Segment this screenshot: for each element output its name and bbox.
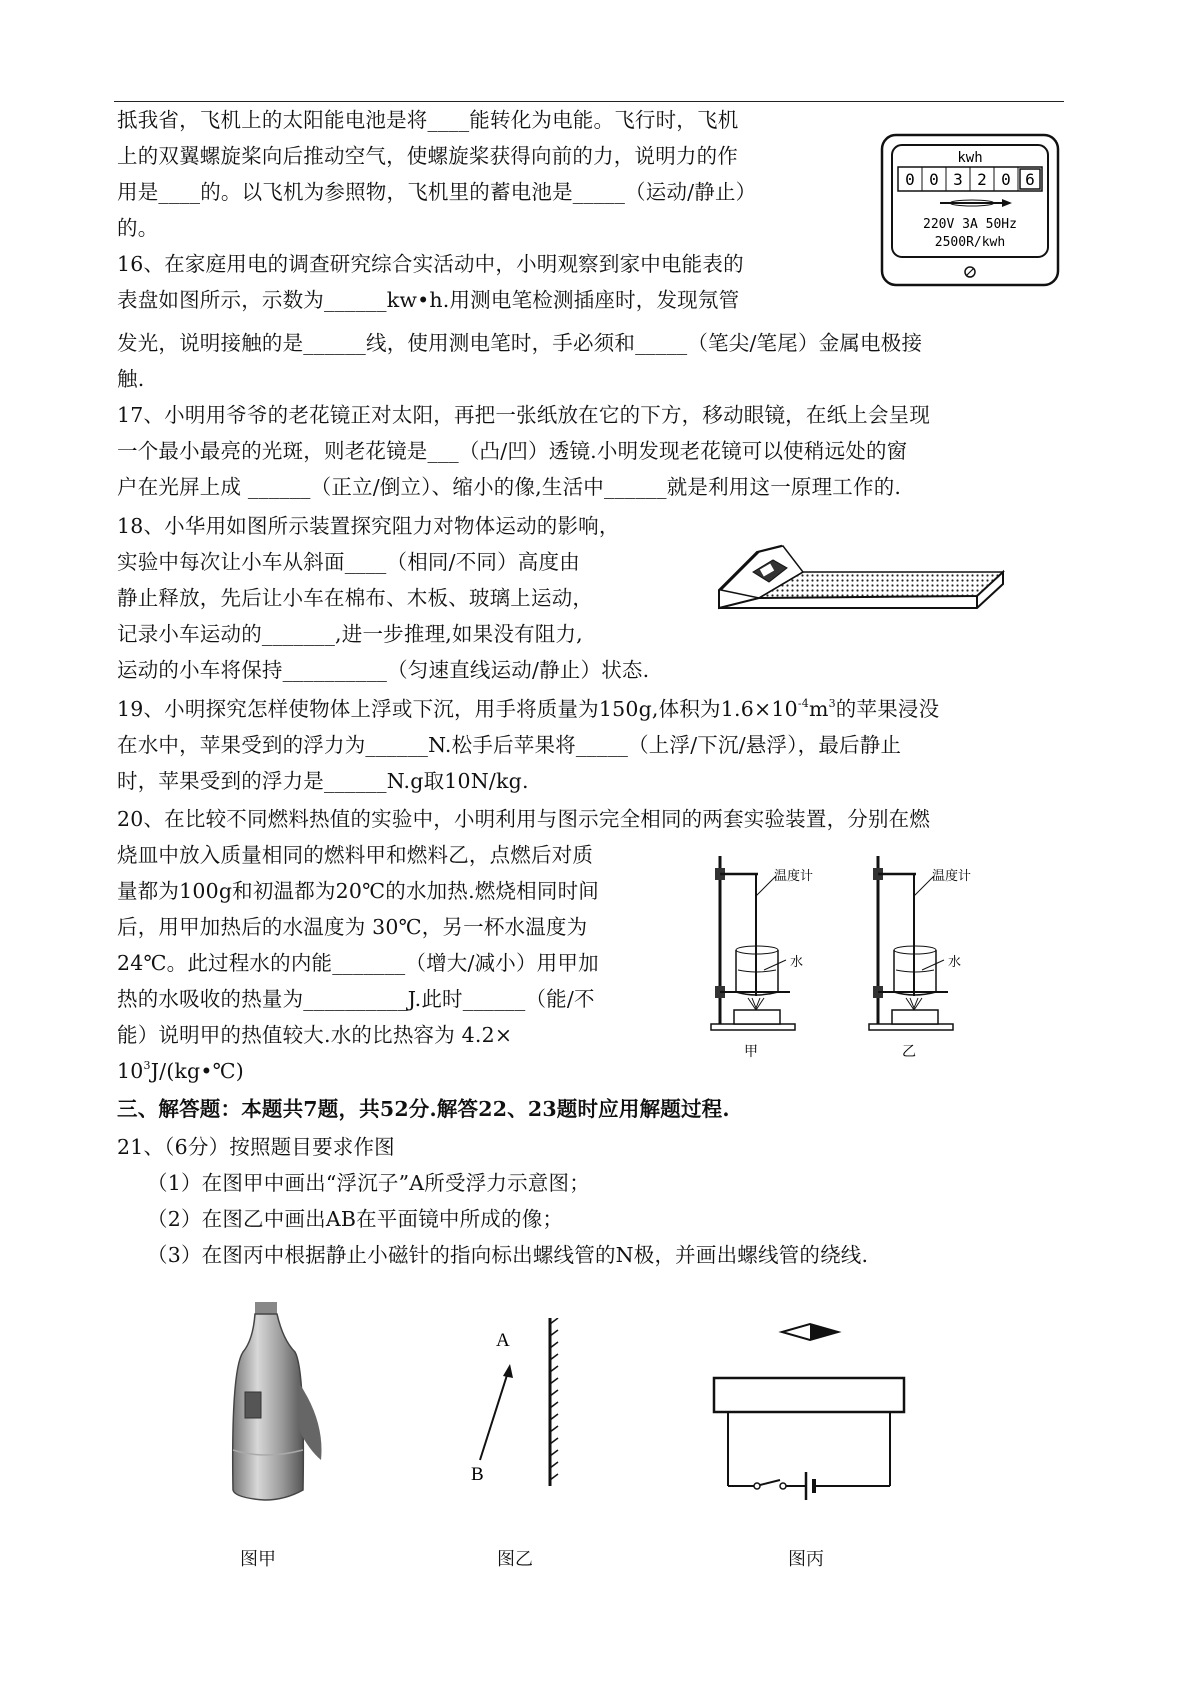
- figure-caption: 图丙: [788, 1549, 824, 1570]
- text-line: 量都为100g和初温都为20℃的水加热.燃烧相同时间: [117, 879, 599, 903]
- section-heading: 三、解答题：本题共7题，共52分.解答22、23题时应用解题过程.: [117, 1097, 730, 1121]
- text-line: 发光，说明接触的是______线，使用测电笔时，手必须和_____（笔尖/笔尾）金属电极接: [117, 331, 923, 355]
- text-line: 用是____的。以飞机为参照物，飞机里的蓄电池是_____（运动/静止）: [117, 180, 757, 204]
- question-17: 17、小明用爷爷的老花镜正对太阳，再把一张纸放在它的下方，移动眼镜，在纸上会呈现: [117, 403, 931, 427]
- switch-icon: [754, 1483, 760, 1489]
- q20-exp: 3: [143, 1059, 151, 1072]
- text-line: 烧皿中放入质量相同的燃料甲和燃料乙，点燃后对质: [117, 843, 594, 867]
- text-line: 抵我省，飞机上的太阳能电池是将____能转化为电能。飞行时，飞机: [117, 108, 739, 132]
- text-line: 能）说明甲的热值较大.水的比热容为 4.2×: [117, 1023, 513, 1047]
- text-line: 后，用甲加热后的水温度为 30℃，另一杯水温度为: [117, 915, 588, 939]
- text-line: 时，苹果受到的浮力是______N.g取10N/kg.: [117, 769, 529, 793]
- meter-unit: kwh: [957, 150, 983, 166]
- figure-caption: 图乙: [497, 1549, 533, 1570]
- question-16: 16、在家庭用电的调查研究综合实活动中，小明观察到家中电能表的: [117, 252, 744, 276]
- apparatus-label: 乙: [902, 1044, 916, 1060]
- q19-exp1: -4: [797, 697, 809, 710]
- meter-digit: 0: [929, 170, 939, 189]
- apparatus-jia: [711, 856, 813, 1060]
- question-21: 21、（6分）按照题目要求作图: [117, 1135, 395, 1159]
- text-line: 触.: [117, 367, 145, 391]
- text-line: 表盘如图所示，示数为______kw•h.用测电笔检测插座时，发现氖管: [117, 288, 740, 312]
- text-line: 一个最小最亮的光斑，则老花镜是___（凸/凹）透镜.小明发现老花镜可以使稍远处的窗: [117, 439, 908, 463]
- question-18: 18、小华用如图所示装置探究阻力对物体运动的影响，: [117, 514, 620, 538]
- q19-mid: m: [808, 697, 829, 721]
- bottle-figure: [225, 1300, 325, 1504]
- incline-ramp-figure: [715, 538, 1005, 614]
- heating-apparatus-figure: [706, 846, 1024, 1068]
- arrow-ab: [480, 1372, 508, 1460]
- text-line: 24℃。此过程水的内能_______（增大/减小）用甲加: [117, 951, 599, 975]
- text-line: [117, 1058, 244, 1084]
- text-line: 静止释放，先后让小车在棉布、木板、玻璃上运动，: [117, 586, 594, 610]
- meter-digit: 2: [977, 170, 987, 189]
- thermometer-label: 温度计: [774, 869, 814, 884]
- point-a-label: A: [496, 1330, 510, 1351]
- figure-caption: 图甲: [240, 1549, 276, 1570]
- q21-item: （1）在图甲中画出“浮沉子”A所受浮力示意图；: [147, 1171, 590, 1195]
- point-b-label: B: [471, 1464, 484, 1485]
- question-20: 20、在比较不同燃料热值的实验中，小明利用与图示完全相同的两套实验装置，分别在燃: [117, 807, 931, 831]
- q19-before: 19、小明探究怎样使物体上浮或下沉，用手将质量为150g,体积为1.6×10: [117, 697, 798, 721]
- meter-digit: 0: [1001, 170, 1011, 189]
- diver-a-icon: [245, 1392, 261, 1418]
- plane-mirror: [550, 1318, 558, 1486]
- q19-after: 的苹果浸没: [835, 697, 940, 721]
- q20-rest: J/(kg•℃): [150, 1059, 244, 1083]
- meter-spec: 220V 3A 50Hz: [923, 217, 1017, 232]
- q19-exp2: 3: [828, 697, 836, 710]
- electric-meter-figure: [880, 133, 1060, 287]
- text-line: 热的水吸收的热量为__________J.此时______（能/不: [117, 987, 595, 1011]
- meter-digit: 6: [1025, 170, 1035, 189]
- water-label: 水: [948, 955, 962, 970]
- text-line: 上的双翼螺旋桨向后推动空气，使螺旋桨获得向前的力，说明力的作: [117, 144, 738, 168]
- q21-item: （2）在图乙中画出AB在平面镜中所成的像；: [147, 1207, 564, 1231]
- text-line: 记录小车运动的_______,进一步推理,如果没有阻力,: [117, 622, 583, 646]
- apparatus-yi: [869, 856, 971, 1060]
- text-line: 户在光屏上成 ______（正立/倒立）、缩小的像,生活中______就是利用这一原理工作的.: [117, 475, 902, 499]
- thermometer-label: 温度计: [932, 869, 972, 884]
- meter-digit: 3: [953, 170, 963, 189]
- text-line: 在水中，苹果受到的浮力为______N.松手后苹果将_____（上浮/下沉/悬浮），最后静止: [117, 733, 902, 757]
- text-line: 运动的小车将保持__________（匀速直线运动/静止）状态.: [117, 658, 650, 682]
- solenoid-core: [714, 1378, 904, 1412]
- meter-spec: 2500R/kwh: [934, 235, 1006, 250]
- q21-item: （3）在图丙中根据静止小磁针的指向标出螺线管的N极，并画出螺线管的绕线.: [147, 1243, 869, 1267]
- text-line: 实验中每次让小车从斜面____（相同/不同）高度由: [117, 550, 580, 574]
- meter-digit: 0: [905, 170, 915, 189]
- solenoid-figure: [706, 1316, 906, 1518]
- water-label: 水: [790, 955, 804, 970]
- header-rule: [114, 101, 1064, 102]
- q20-base: 10: [117, 1059, 144, 1083]
- question-19: [117, 696, 939, 722]
- apparatus-label: 甲: [744, 1044, 758, 1060]
- battery-icon: [806, 1472, 814, 1500]
- text-line: 的。: [117, 216, 159, 240]
- mirror-figure: [452, 1318, 562, 1490]
